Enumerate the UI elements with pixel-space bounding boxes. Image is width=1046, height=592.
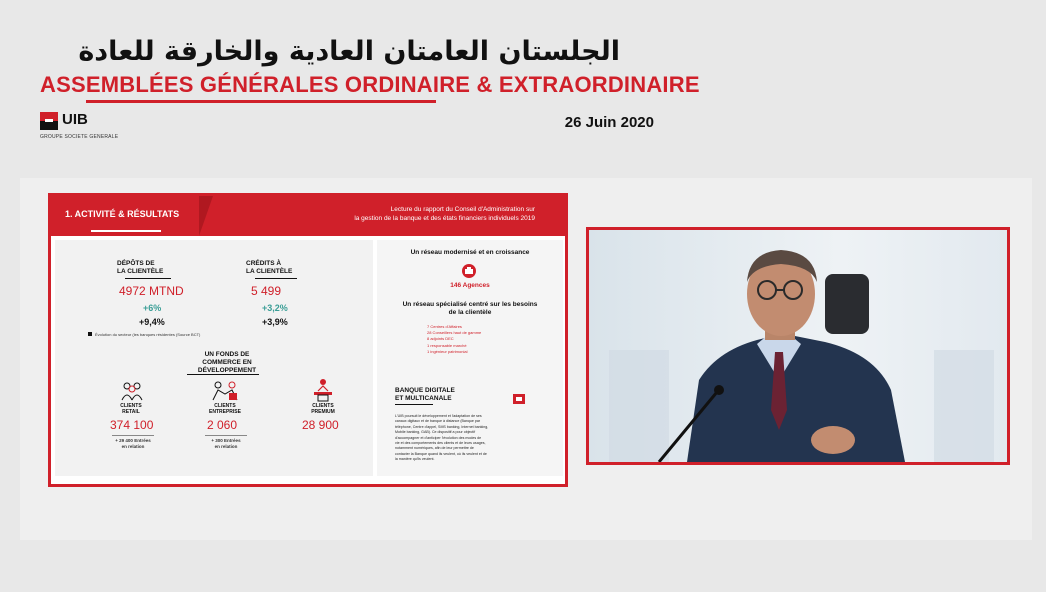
deposits-label: DÉPÔTS DE LA CLIENTÈLE: [117, 260, 164, 275]
fonds-label: UN FONDS DE COMMERCE EN DÉVELOPPEMENT: [197, 351, 257, 374]
agency-icon: [461, 263, 477, 279]
credits-sector-growth: +3,9%: [262, 317, 288, 327]
slide-heading: [295, 205, 535, 224]
deposits-sector-growth: +9,4%: [139, 317, 165, 327]
clients-entreprise-value: 2 060: [207, 418, 238, 432]
bank-icon: [513, 392, 525, 404]
deposits-underline: [125, 278, 171, 279]
clients-retail-value: 374 100: [110, 418, 154, 432]
speaker-video-frame: [589, 230, 1007, 462]
clients-entreprise-divider: [205, 435, 247, 436]
note-bullet: [88, 332, 92, 336]
deposits-growth: +6%: [143, 303, 162, 313]
uib-logo-icon: [40, 112, 58, 130]
slide-heading-line: Lecture du rapport du Conseil d'Administration sur: [390, 206, 535, 213]
title-arabic: الجلستان العامتان العادية والخارقة للعادة: [78, 36, 620, 67]
activity-panel: [55, 240, 373, 476]
sector-note: Évolution du secteur (les banques résidentes (Source BCT): [95, 332, 201, 337]
digital-paragraph: L'UIB poursuit le développement et l'adaptation de ses canaux digitaux et de banque à distance (Banque par téléphone, Centre d'appel, SMS banking, Internet banking, Mobile banking, GAB). Ce dispositif a pour objectif d'accompagner et d'anticiper l'évolution des modes de vie et des comportements des clients et de leurs usages, notamment numériques, afin de leur permettre de contacter la Banque quand ils veulent, où ils veulent et de la manière qu'ils veulent.: [395, 414, 489, 462]
event-date: 26 Juin 2020: [564, 114, 654, 131]
network-items: [427, 324, 481, 355]
network-item: 1 ingénieur patrimonial: [427, 348, 468, 354]
crowd-icon: [119, 380, 145, 402]
clients-retail-divider: [112, 435, 154, 436]
network-item: 7 Centres d'Affaires: [427, 324, 462, 329]
section-title: 1. ACTIVITÉ & RÉSULTATS: [65, 209, 180, 219]
logo-subtitle: GROUPE SOCIETE GENERALE: [40, 134, 119, 140]
network-item: 28 Conseillers haut de gamme: [427, 330, 482, 336]
clients-premium-value: 28 900: [302, 418, 339, 432]
digital-underline: [395, 404, 433, 405]
network-title: Un réseau modernisé et en croissance: [410, 249, 530, 256]
clients-retail-sub: + 29 400 Entrées en relation: [115, 438, 151, 449]
credits-growth: +3,2%: [262, 303, 288, 313]
network-item: 8 adjoints DEC: [427, 336, 454, 342]
title-underline: [86, 100, 436, 103]
speaker-video: [586, 227, 1010, 465]
clients-entreprise-sub: + 300 Entrées en relation: [211, 438, 241, 449]
network-item: 1 responsable marché: [427, 342, 467, 348]
digital-title: BANQUE DIGITALE ET MULTICANALE: [395, 387, 455, 402]
logo-text: UIB: [62, 111, 88, 128]
deposits-value: 4972 MTND: [119, 284, 184, 298]
title-french: ASSEMBLÉES GÉNÉRALES ORDINAIRE & EXTRAORDINAIRE: [40, 72, 700, 97]
specialized-network-title: Un réseau spécialisé centré sur les besoins de la clientèle: [402, 301, 538, 317]
podium-icon: [311, 378, 335, 402]
clients-premium-label: CLIENTS PREMIUM: [311, 403, 335, 416]
section-underline: [91, 230, 161, 232]
presentation-slide: [48, 193, 568, 487]
handshake-icon: [211, 380, 239, 402]
clients-entreprise-label: CLIENTS ENTREPRISE: [209, 403, 241, 416]
fonds-underline: [187, 374, 259, 375]
credits-underline: [255, 278, 297, 279]
slide-heading-line: la gestion de la banque et des états financiers individuels 2019: [354, 215, 535, 223]
slide-header: [51, 196, 565, 236]
event-header: [0, 0, 1046, 170]
credits-label: CRÉDITS À LA CLIENTÈLE: [246, 260, 293, 275]
network-panel: [377, 240, 563, 476]
credits-value: 5 499: [251, 284, 282, 298]
agencies-count: 146 Agences: [450, 282, 490, 289]
clients-retail-label: CLIENTS RETAIL: [120, 403, 142, 416]
